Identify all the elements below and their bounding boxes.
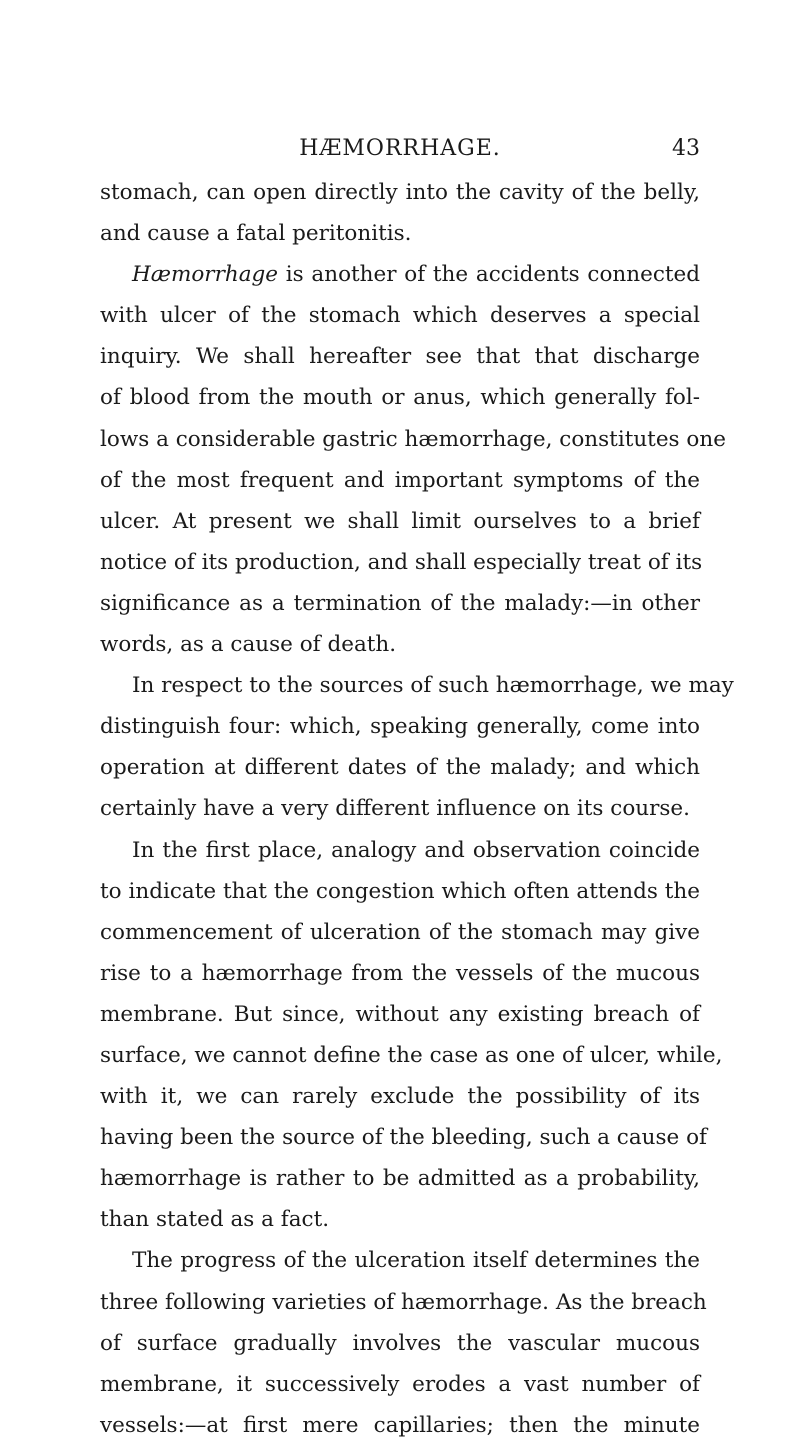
text-line: inquiry. We shall hereafter see that that discharge [100,344,700,370]
text-line: than stated as a fact. [100,1207,330,1233]
text-line: of the most frequent and important symptoms of the [100,467,700,493]
text-line: commencement of ulceration of the stomach may give [100,919,700,945]
text-line: distinguish four: which, speaking generally, come into [100,714,700,740]
text-line: vessels:—at first mere capillaries; then the minute [100,1412,700,1438]
text-line: membrane. But since, without any existing breach of [100,1001,700,1027]
text-line: In the first place, analogy and observation coincide [132,837,700,863]
running-title: HÆMORRHAGE. [299,136,501,161]
text-line: membrane, it successively erodes a vast number of [100,1371,700,1397]
text-line: hæmorrhage is rather to be admitted as a probability, [100,1166,700,1192]
body-text [100,172,734,1446]
text-line: rise to a hæmorrhage from the vessels of the mucous [100,960,700,986]
text-line: of blood from the mouth or anus, which generally fol- [100,385,700,411]
text-line: lows a considerable gastric hæmorrhage, constitutes one [100,426,726,452]
text-line: having been the source of the bleeding, such a cause of [100,1125,708,1151]
text-line: three following varieties of hæmorrhage. As the breach [100,1289,707,1315]
text-line: words, as a cause of death. [100,632,397,658]
text-line: operation at different dates of the malady; and which [100,755,700,781]
text-line: with ulcer of the stomach which deserves a special [100,303,700,329]
text-line: surface, we cannot define the case as one of ulcer, while, [100,1042,723,1068]
text-line: stomach, can open directly into the cavity of the belly, [100,180,700,205]
text-line: to indicate that the congestion which often attends the [100,878,700,904]
text-line [100,254,700,295]
italic-term: Hæmorrhage [132,262,278,288]
page-number: 43 [672,136,700,161]
running-head [100,136,700,166]
text-line: and cause a fatal peritonitis. [100,221,412,247]
text-line-rest: is another of the accidents connected [278,262,700,288]
text-line: In respect to the sources of such hæmorrhage, we may [132,673,734,699]
text-line: ulcer. At present we shall limit ourselves to a brief [100,508,700,534]
text-line: notice of its production, and shall especially treat of its [100,549,703,575]
text-line: The progress of the ulceration itself determines the [132,1248,700,1274]
text-line: of surface gradually involves the vascular mucous [100,1330,700,1356]
text-line: certainly have a very different influence on its course. [100,796,690,822]
text-line: significance as a termination of the malady:—in other [100,590,700,616]
text-line: with it, we can rarely exclude the possibility of its [100,1084,700,1110]
